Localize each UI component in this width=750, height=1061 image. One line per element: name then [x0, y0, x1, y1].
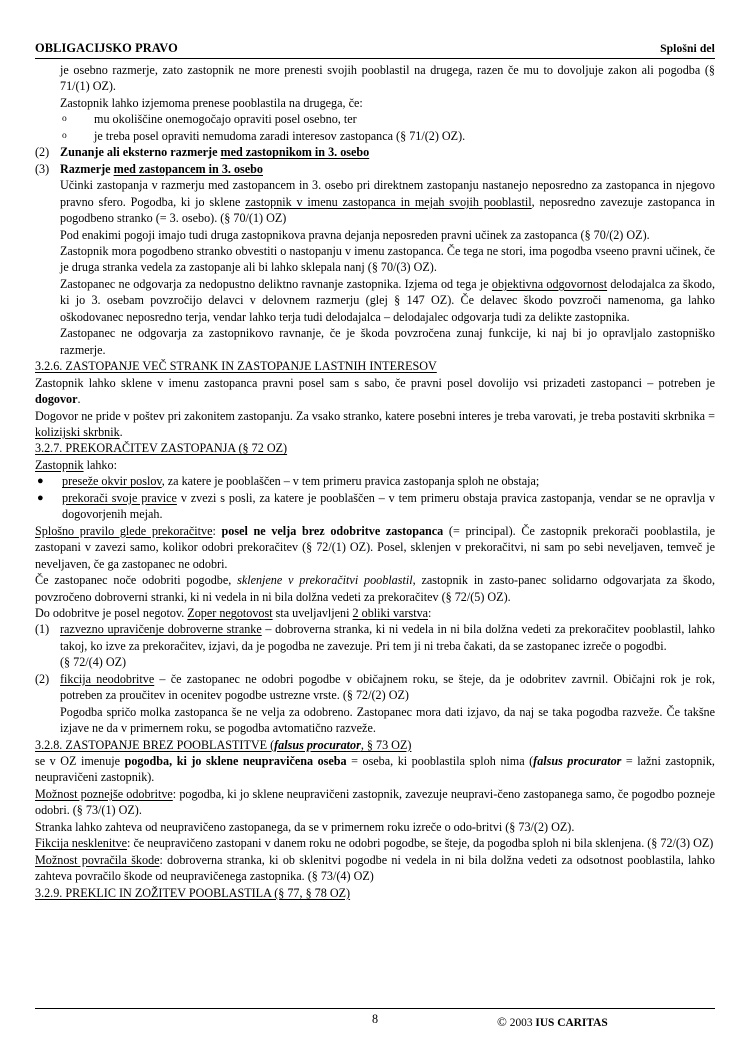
text-run: : dobroverna stranka, ki ob sklenitvi pogodbe ni vedela in ni bila dolžna vedeti za odsotnost pooblastila, lahko zahteva povračilo škode od neupravičenega zastopnika. (§ 73/(4) OZ)	[35, 852, 715, 884]
paragraph	[35, 852, 715, 885]
item-lead: Razmerje	[60, 161, 114, 176]
text-run: = lažni zastopnik, neupravičeni zastopnik).	[35, 754, 715, 785]
text-run-underlined: Splošno pravilo glede prekoračitve	[35, 523, 213, 538]
disc-bullet-icon: ●	[37, 491, 44, 504]
text-run: = oseba, ki pooblastila sploh nima (	[346, 754, 534, 769]
item-underlined: med zastopancem in 3. osebo	[113, 161, 263, 176]
section-heading	[35, 737, 715, 753]
paragraph	[35, 375, 715, 408]
circle-bullet-icon: o	[62, 114, 67, 125]
text-run: sta uveljavljeni	[272, 605, 353, 620]
copyright-year: 2003	[509, 1017, 533, 1029]
text-run-underlined: Fikcija nesklenitve	[35, 836, 128, 851]
paragraph	[35, 753, 715, 786]
paragraph	[60, 177, 715, 226]
text-run-underlined: Možnost poznejše odobritve	[35, 786, 173, 801]
running-header	[35, 41, 715, 56]
text-run-bold-italic: falsus procurator	[533, 754, 622, 769]
text-run: Zastopanec ne odgovarja za nedopustno deliktno ravnanje zastopnika. Izjema od tega je	[60, 276, 492, 291]
paragraph	[35, 605, 715, 621]
text-run: Zastopnik lahko sklene v imenu zastopanca pravni posel sam s sabo, če pravni posel dovolijo vsi prizadeti zastopanci – potreben je	[35, 375, 715, 390]
section-heading: 3.2.9. PREKLIC IN ZOŽITEV POOBLASTILA (§ 77, § 78 OZ)	[35, 885, 351, 900]
list-item	[35, 490, 715, 523]
item-lead: Zunanje ali eksterno razmerje	[60, 145, 221, 160]
item-marker: (2)	[35, 671, 50, 686]
text-run-bold: posel ne velja brez odobritve zastopanca	[221, 523, 444, 538]
running-footer	[35, 1012, 715, 1032]
item-text	[60, 161, 715, 177]
paragraph	[35, 457, 715, 473]
footer-rule	[35, 1008, 715, 1009]
text-run: se v OZ imenuje	[35, 754, 125, 769]
section-heading: 3.2.7. PREKORAČITEV ZASTOPANJA (§ 72 OZ)	[35, 441, 288, 456]
text-run: Do odobritve je posel negotov.	[35, 605, 188, 620]
text-run-underlined: kolizijski skrbnik	[35, 424, 120, 439]
text-run: : pogodba, ki jo sklene neupravičeni zastopnik, zavezuje neupravi-čeno zastopanega samo, če pogodbo pozneje odobri. (§ 73/(1) OZ).	[35, 786, 715, 818]
numbered-item	[35, 621, 715, 654]
text-run: :	[212, 523, 222, 538]
text-run-underlined: Možnost povračila škode	[35, 852, 160, 867]
item-marker: (1)	[35, 622, 50, 637]
text-run: .	[77, 392, 81, 407]
item-underlined: med zastopnikom in 3. osebo	[220, 145, 370, 160]
section-heading: 3.2.6. ZASTOPANJE VEČ STRANK IN ZASTOPANJE LASTNIH INTERESOV	[35, 359, 437, 374]
text-run: Če zastopanec noče odobriti pogodbe,	[35, 573, 238, 588]
circle-bullet-icon: o	[62, 130, 67, 141]
text-run-underlined: Zastopnik	[35, 457, 84, 472]
text-run-italic: sklenjene v prekoračitvi pooblastil	[237, 573, 413, 588]
numbered-item	[35, 144, 715, 160]
text-run: , neposredno zavezuje zastopanca in pogodbeno stranko (= 3. osebo). (§ 70/(1) OZ)	[60, 194, 715, 226]
paragraph: Zastopnik mora pogodbeno stranko obvestiti o nastopanju v imenu zastopanca. Če tega ne stori, ima pogodba vseeno pravni učinek, če je druga stranka vedela za zastopanje ali bi lahko sklepala nanj (§ 70/(3) OZ).	[60, 243, 715, 275]
text-run-underlined: fikcija neodobritve	[60, 671, 155, 686]
item-text	[60, 671, 715, 704]
paragraph	[60, 276, 715, 325]
text-run: – če zastopanec ne odobri pogodbe v običajnem roku, se šteje, da je odobritev zavrnil. Običajni rok je rok, potreben za proučitev in ocenitev pogodbe ustrezne vrste. (§ 72/(2) OZ)	[60, 671, 715, 703]
paragraph	[35, 408, 715, 441]
text-run-bold: dogovor	[35, 392, 78, 407]
header-left-title: OBLIGACIJSKO PRAVO	[35, 41, 178, 55]
copyright-notice	[497, 1014, 608, 1030]
list-item-text	[62, 473, 715, 489]
item-text	[60, 621, 715, 654]
page-number: 8	[371, 1012, 379, 1026]
paragraph: Stranka lahko zahteva od neupravičeno zastopanega, da se v primernem roku izreče o odo-britvi (§ 73/(2) OZ).	[35, 819, 575, 834]
header-right-title: Splošni del	[660, 42, 715, 55]
text-run-bold-italic: falsus procurator	[274, 737, 361, 752]
numbered-item	[35, 161, 715, 177]
paragraph	[35, 786, 715, 819]
text-run-underlined: Zoper negotovost	[187, 605, 273, 620]
text-run: , za katere je pooblaščen – v tem primeru pravica zastopanja sploh ne obstaja;	[161, 474, 540, 489]
text-run: , § 73 OZ)	[360, 737, 412, 752]
list-item-text: mu okoliščine onemogočajo opraviti posel osebno, ter	[94, 112, 357, 127]
paragraph: Zastopnik lahko izjemoma prenese pooblastila na drugega, če:	[60, 95, 363, 110]
list-item-text: je treba posel opraviti nemudoma zaradi interesov zastopanca (§ 71/(2) OZ).	[94, 128, 466, 143]
text-run: : če neupravičeno zastopani v danem roku ne odobri pogodbe, se šteje, da pogodba sploh ni bila sklenjena. (§ 72/(3) OZ)	[127, 836, 714, 851]
text-run-underlined: prekorači svoje pravice	[62, 490, 177, 505]
paragraph	[35, 572, 715, 605]
list-item	[35, 473, 715, 489]
text-run-underlined: zastopnik v imenu zastopanca in mejah svojih pooblastil	[245, 194, 532, 209]
text-run-underlined: objektivna odgovornost	[491, 276, 608, 291]
text-run-underlined: 2 obliki varstva	[352, 605, 429, 620]
text-run: 3.2.8. ZASTOPANJE BREZ POOBLASTITVE (	[35, 737, 275, 752]
paragraph: (§ 72/(4) OZ)	[60, 655, 127, 670]
paragraph: Pogodba spričo molka zastopanca še ne velja za odobreno. Zastopanec mora dati izjavo, da naj se taka pogodba razveže. Če takšne izjave ne da v primernem roku, se pogodba avtomatično razveže.	[60, 704, 715, 736]
text-run: (= principal). Če zastopnik prekorači pooblastila, je zastopani v zavezi samo, kolikor odobri prekoračitev (§ 72/(1) OZ). Posel, sklenjen v prekoračitvi, ni sam po sebi neveljaven, temveč je neveljaven, če ga zastopanec ne odobri.	[35, 523, 715, 571]
item-marker: (2)	[35, 145, 50, 160]
text-run: Učinki zastopanja v razmerju med zastopancem in 3. osebo pri direktnem zastopanju nastanejo neposredno za zastopanca in njegovo pravno sfero. Pogodba, ki jo sklene	[60, 178, 715, 209]
list-item-text	[62, 490, 715, 523]
text-run: – dobroverna stranka, ki ni vedela in ni bila dolžna vedeti za prekoračitev pooblastil, lahko takoj, ko izve za prekoračitev, izjavi, da je pogodba ne zavezuje. Pri tem ji ni treba čakati, da se zastopanec izreče o pogodbi.	[60, 622, 715, 653]
copyright-icon: ©	[497, 1014, 507, 1029]
text-run: lahko:	[83, 457, 117, 472]
text-run-underlined: razvezno upravičenje dobroverne stranke	[60, 622, 262, 637]
paragraph: je osebno razmerje, zato zastopnik ne more prenesti svojih pooblastil na drugega, razen če mu to dovoljuje zakon ali pogodba (§ 71/(1) OZ).	[60, 63, 715, 94]
text-run: delodajalca za škodo, ki jo 3. osebam povzročijo delavci v delovnem razmerju (glej § 147 OZ). Če delavec škodo povzroči namenoma, ga lahko oškodovanec neposredno terja, vendar lahko terja tudi delodajalca – delodajalec odgovarja tudi za delikte zastopnika.	[60, 276, 715, 324]
text-run: .	[119, 424, 123, 439]
item-marker: (3)	[35, 161, 50, 176]
numbered-item	[35, 671, 715, 704]
paragraph	[35, 835, 715, 851]
copyright-holder: IUS CARITAS	[535, 1017, 608, 1029]
item-text	[60, 144, 715, 160]
paragraph	[35, 523, 715, 572]
list-item	[60, 128, 715, 144]
paragraph: Pod enakimi pogoji imajo tudi druga zastopnikova pravna dejanja neposreden pravni učinek za zastopanca (§ 70/(2) OZ).	[60, 227, 650, 242]
text-run-underlined: preseže okvir poslov	[62, 474, 162, 489]
text-run: :	[428, 605, 432, 620]
list-item	[60, 111, 715, 127]
text-run: , zastopnik in zasto-panec solidarno odgovarjata za škodo, povzročeno dobroverni stranki, ki ni vedela in ni bila dolžna vedeti za prekoračitev (§ 72/(5) OZ).	[35, 573, 715, 604]
text-run: v zvezi s posli, za katere je pooblaščen – v tem primeru obstaja pravica zastopanja, vendar se ne opravlja v dogovorjenih mejah.	[62, 490, 715, 522]
header-rule	[35, 58, 715, 59]
document-body	[35, 62, 715, 901]
paragraph: Zastopanec ne odgovarja za zastopnikovo ravnanje, če je škoda povzročena zunaj funkcije, ki naj bi jo opravljalo zastopniško razmerje.	[60, 326, 715, 357]
text-run-bold: pogodba, ki jo sklene neupravičena oseba	[124, 754, 347, 769]
disc-bullet-icon: ●	[37, 475, 44, 488]
text-run: Dogovor ne pride v poštev pri zakonitem zastopanju. Za vsako stranko, katere posebni interes je treba varovati, je treba postaviti skrbnika =	[35, 408, 715, 423]
